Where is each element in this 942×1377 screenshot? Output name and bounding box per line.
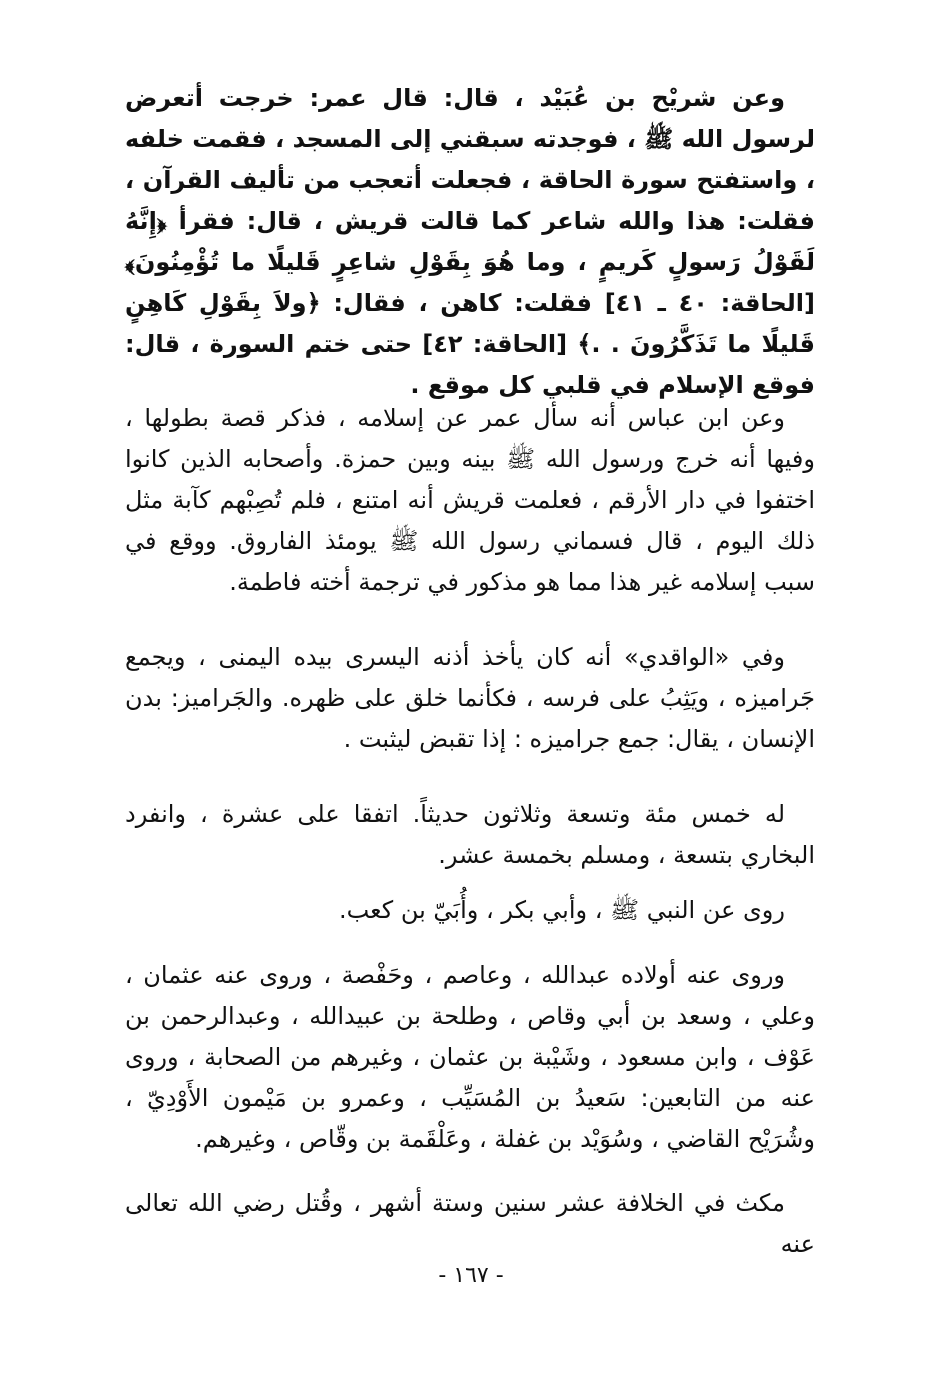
page-number: - ١٦٧ - xyxy=(438,1263,504,1288)
paragraph-waqidi xyxy=(125,637,815,760)
paragraph-text: له خمس مئة وتسعة وثلاثون حديثاً. اتفقا على عشرة ، وانفرد البخاري بتسعة ، ومسلم بخمسة عشر. xyxy=(125,800,815,869)
paragraph-text: وفي «الواقدي» أنه كان يأخذ أذنه اليسرى بيده اليمنى ، ويجمع جَراميزه ، ويَثِبُ على فرسه ، فكأنما خلق على ظهره. والجَراميز: بدن الإنسان ، يقال: جمع جراميزه : إذا تقبض ليثبت . xyxy=(125,643,815,753)
paragraph-caliphate xyxy=(125,1183,815,1265)
paragraph-narrated-from xyxy=(125,890,815,931)
paragraph-text: وعن شريْح بن عُبَيْد ، قال: قال عمر: خرجت أتعرض لرسول الله ﷺ ، فوجدته سبقني إلى المسجد ، فقمت خلفه ، واستفتح سورة الحاقة ، فجعلت أتعجب من تأليف القرآن ، فقلت: هذا والله شاعر كما قالت قريش ، قال: فقرأ ﴿إِنَّهُ لَقَوْلُ رَسولٍ كَريمٍ ، وما هُوَ بِقَوْلِ شاعِرٍ قَليلًا ما تُؤْمِنُونَ﴾ [الحاقة: ٤٠ ـ ٤١] فقلت: كاهن ، فقال: ﴿ولاَ بِقَوْلِ كَاهِنٍ قَليلًا ما تَذَكَّرُونَ . .﴾ [الحاقة: ٤٢] حتى ختم السورة ، قال: فوقع الإسلام في قلبي كل موقع . xyxy=(125,84,815,399)
paragraph-narrators xyxy=(125,955,815,1160)
paragraph-text: مكث في الخلافة عشر سنين وستة أشهر ، وقُتل رضي الله تعالى عنه xyxy=(125,1189,815,1258)
paragraph-text: وعن ابن عباس أنه سأل عمر عن إسلامه ، فذكر قصة بطولها ، وفيها أنه خرج ورسول الله ﷺ بينه وبين حمزة. وأصحابه الذين كانوا اختفوا في دار الأرقم ، فعلمت قريش أنه امتنع ، فلم تُصِبْهم كآبة مثل ذلك اليوم ، قال فسماني رسول الله ﷺ يومئذ الفاروق. ووقع في سبب إسلامه غير هذا مما هو مذكور في ترجمة أخته فاطمة. xyxy=(125,404,815,596)
paragraph-umar-conversion xyxy=(125,78,815,406)
paragraph-text: وروى عنه أولاده عبدالله ، وعاصم ، وحَفْصة ، وروى عنه عثمان ، وعلي ، وسعد بن أبي وقاص ، وطلحة بن عبيدالله ، وعبدالرحمن بن عَوْف ، وابن مسعود ، وشَيْبة بن عثمان ، وغيرهم من الصحابة ، وروى عنه من التابعين: سَعيدُ بن المُسَيِّب ، وعمرو بن مَيْمون الأَوْدِيّ ، وشُرَيْح القاضي ، وسُوَيْد بن غفلة ، وعَلْقَمة بن وقّاص ، وغيرهم. xyxy=(125,961,815,1153)
paragraph-hadith-count xyxy=(125,794,815,876)
paragraph-text: روى عن النبي ﷺ ، وأبي بكر ، وأُبَيّ بن كعب. xyxy=(338,896,785,924)
paragraph-ibn-abbas xyxy=(125,398,815,603)
